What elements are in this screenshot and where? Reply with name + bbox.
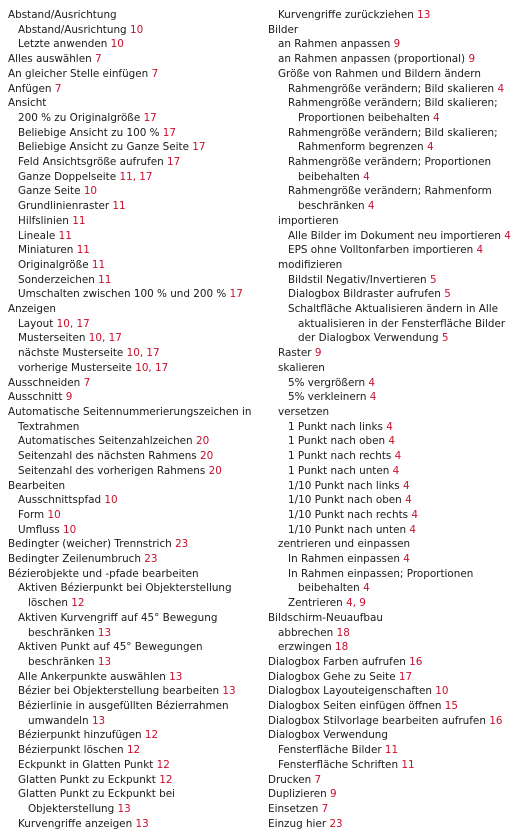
page-reference[interactable]: 4	[369, 391, 377, 404]
index-entry	[278, 449, 524, 464]
index-term: Beliebige Ansicht zu 100 %	[18, 126, 160, 139]
page-reference[interactable]: 13	[97, 655, 112, 668]
page-reference[interactable]: 16	[409, 655, 423, 668]
index-term: Hilfslinien	[18, 214, 69, 227]
page-reference[interactable]: 11	[91, 258, 106, 271]
page-reference[interactable]: 4	[368, 376, 375, 389]
index-entry	[18, 758, 263, 773]
index-entry	[18, 523, 263, 538]
index-entry	[18, 508, 263, 523]
page-reference[interactable]: 4	[411, 508, 418, 521]
index-term: Automatisches Seitenzahlzeichen	[18, 435, 193, 448]
page-reference[interactable]: 5	[429, 273, 437, 286]
index-entry	[268, 714, 524, 729]
index-entry	[18, 434, 263, 449]
page-reference[interactable]: 18	[334, 641, 349, 654]
page-reference[interactable]: 11	[401, 758, 415, 771]
index-term: Raster	[278, 347, 312, 360]
index-entry	[18, 787, 263, 816]
page-reference[interactable]: 13	[417, 9, 431, 21]
index-term: Ansicht	[8, 97, 47, 110]
page-reference[interactable]: 10	[104, 494, 118, 507]
index-entry	[278, 243, 524, 258]
page-reference[interactable]: 11	[72, 214, 86, 227]
index-column-left	[8, 8, 263, 831]
index-term: Größe von Rahmen und Bildern ändern	[278, 67, 481, 80]
page-reference[interactable]: 13	[117, 802, 131, 815]
index-term: 200 % zu Originalgröße	[18, 111, 141, 124]
index-entry	[278, 258, 524, 273]
index-entry	[268, 655, 524, 670]
index-entry	[18, 331, 263, 346]
page-reference[interactable]: 7	[321, 802, 329, 815]
index-term: Anfügen	[8, 82, 52, 95]
index-term: Glatten Punkt zu Eckpunkt	[18, 773, 156, 786]
index-entry	[8, 302, 263, 317]
page-reference[interactable]: 23	[329, 817, 343, 830]
index-entry	[18, 317, 263, 332]
page-reference[interactable]: 11, 17	[119, 170, 153, 183]
index-entry	[268, 802, 524, 817]
page-reference[interactable]: 10, 17	[135, 361, 169, 374]
index-entry	[278, 82, 524, 97]
index-term: Dialogbox Bildraster aufrufen	[288, 288, 441, 301]
index-term: An gleicher Stelle einfügen	[8, 67, 149, 80]
index-entry	[18, 361, 263, 376]
index-entry	[278, 8, 524, 23]
index-term: Ganze Doppelseite	[18, 170, 117, 183]
page-reference[interactable]: 13	[222, 685, 236, 698]
index-term: Dialogbox Gehe zu Seite	[268, 670, 396, 683]
index-term: Layout	[18, 317, 54, 330]
index-term: Fensterfläche Schriften	[278, 758, 399, 771]
index-term: Dialogbox Verwendung	[268, 729, 388, 742]
index-entry	[268, 699, 524, 714]
page-reference[interactable]: 23	[144, 553, 158, 566]
index-term: Ausschneiden	[8, 376, 81, 389]
page-reference[interactable]: 17	[398, 670, 413, 683]
page-reference[interactable]: 10	[129, 23, 144, 36]
index-term: an Rahmen anpassen	[278, 38, 391, 51]
index-term: 1 Punkt nach links	[288, 420, 383, 433]
page-reference[interactable]: 11	[98, 273, 112, 286]
index-entry	[278, 229, 524, 244]
index-term: Grundlinienraster	[18, 200, 110, 213]
index-term: Abstand/Ausrichtung	[18, 23, 127, 36]
index-term: Seitenzahl des vorherigen Rahmens	[18, 464, 206, 477]
page-reference[interactable]: 9	[65, 391, 73, 404]
index-entry	[278, 640, 524, 655]
page-reference[interactable]: 9	[330, 788, 337, 801]
index-term: Ganze Seite	[18, 185, 81, 198]
index-entry	[278, 493, 524, 508]
index-term: Ausschnittspfad	[18, 494, 102, 507]
page-reference[interactable]: 17	[167, 156, 181, 169]
index-entry	[278, 361, 524, 376]
page-reference[interactable]: 5	[441, 332, 449, 345]
index-entry	[268, 817, 524, 831]
index-term: Aktiven Punkt auf 45° Bewegungen beschränken	[18, 641, 203, 668]
page-reference[interactable]: 4	[432, 111, 440, 124]
index-entry	[268, 23, 524, 38]
index-entry	[278, 390, 524, 405]
index-entry	[18, 346, 263, 361]
index-entry	[278, 376, 524, 391]
index-term: 1/10 Punkt nach rechts	[288, 508, 409, 521]
page-reference[interactable]: 9	[468, 53, 476, 66]
index-entry	[18, 37, 263, 52]
page-reference[interactable]: 5	[444, 288, 451, 301]
index-entry	[18, 287, 263, 302]
index-entry	[278, 537, 524, 552]
index-term: erzwingen	[278, 641, 332, 654]
index-term: Umschalten zwischen 100 % und 200 %	[18, 288, 227, 301]
index-term: EPS ohne Volltonfarben importieren	[288, 244, 474, 257]
index-entry	[278, 758, 524, 773]
page-reference[interactable]: 7	[95, 53, 102, 66]
index-entry	[18, 611, 263, 640]
index-term: 5% verkleinern	[288, 391, 367, 404]
index-entry	[278, 743, 524, 758]
index-entry	[278, 523, 524, 538]
index-term: Aktiven Bézierpunkt bei Objekterstellung löschen	[18, 582, 232, 610]
index-term: Kurvengriffe anzeigen	[18, 817, 133, 830]
index-term: Bildstil Negativ/Invertieren	[288, 273, 427, 286]
index-term: Bearbeiten	[8, 479, 66, 492]
index-term: In Rahmen einpassen; Proportionen beibehalten	[288, 567, 474, 595]
page-reference[interactable]: 4	[363, 170, 370, 183]
index-entry	[278, 626, 524, 641]
index-term: 1/10 Punkt nach oben	[288, 494, 402, 507]
index-term: Originalgröße	[18, 258, 89, 271]
index-term: Bézier bei Objekterstellung bearbeiten	[18, 685, 220, 698]
index-entry	[278, 155, 524, 184]
index-entry	[18, 199, 263, 214]
index-term: versetzen	[278, 405, 330, 418]
index-entry	[278, 37, 524, 52]
index-entry	[278, 184, 524, 213]
index-entry	[278, 405, 524, 420]
page-reference[interactable]: 17	[229, 288, 243, 301]
index-term: Zentrieren	[288, 597, 343, 610]
index-term: Lineale	[18, 229, 56, 242]
index-entry	[278, 214, 524, 229]
page-reference[interactable]: 20	[195, 435, 210, 448]
page-reference[interactable]: 12	[144, 729, 159, 742]
index-term: Bézierpunkt hinzufügen	[18, 729, 142, 742]
page-reference[interactable]: 4	[388, 435, 395, 448]
index-term: Miniaturen	[18, 244, 74, 257]
page-reference[interactable]: 10, 17	[56, 317, 90, 330]
index-term: 1 Punkt nach rechts	[288, 450, 392, 463]
page-reference[interactable]: 10, 17	[88, 332, 122, 345]
page-reference[interactable]: 4	[497, 82, 505, 95]
index-entry	[278, 52, 524, 67]
page-reference[interactable]: 10	[47, 508, 61, 521]
index-entry	[18, 243, 263, 258]
index-entry	[278, 479, 524, 494]
page-reference[interactable]: 23	[175, 538, 189, 551]
page-reference[interactable]: 12	[159, 773, 173, 786]
index-entry	[18, 214, 263, 229]
index-entry	[278, 346, 524, 361]
index-entry	[268, 787, 524, 802]
index-entry	[268, 684, 524, 699]
page-reference[interactable]: 17	[162, 126, 177, 139]
index-term: Dialogbox Stilvorlage bearbeiten aufrufen	[268, 714, 486, 727]
index-term: Rahmengröße verändern; Proportionen beibehalten	[288, 156, 492, 183]
index-entry	[8, 390, 263, 405]
page-reference[interactable]: 4	[405, 494, 412, 507]
index-entry	[278, 96, 524, 125]
index-entry	[18, 581, 263, 610]
index-entry	[278, 67, 524, 82]
index-term: importieren	[278, 214, 339, 227]
index-term: Anzeigen	[8, 303, 57, 316]
index-entry	[18, 126, 263, 141]
index-entry	[268, 773, 524, 788]
index-entry	[18, 258, 263, 273]
index-entry	[18, 140, 263, 155]
index-entry	[278, 420, 524, 435]
index-term: Einsetzen	[268, 802, 319, 815]
page-reference[interactable]: 7	[151, 67, 159, 80]
page-reference[interactable]: 4	[363, 582, 370, 595]
index-entry	[268, 670, 524, 685]
index-term: Eckpunkt in Glatten Punkt	[18, 758, 154, 771]
index-term: Duplizieren	[268, 788, 327, 801]
index-term: Bilder	[268, 23, 299, 36]
index-term: 5% vergrößern	[288, 376, 366, 389]
page-reference[interactable]: 4	[402, 479, 410, 492]
page-reference[interactable]: 9	[393, 38, 401, 51]
index-term: Automatische Seitennummerierungszeichen in Textrahmen	[8, 405, 252, 433]
index-term: Bézierobjekte und -pfade bearbeiten	[8, 567, 199, 580]
index-entry	[8, 552, 263, 567]
index-term: nächste Musterseite	[18, 347, 124, 360]
index-term: modifizieren	[278, 258, 343, 271]
page-reference[interactable]: 20	[208, 464, 222, 477]
index-term: Abstand/Ausrichtung	[8, 9, 117, 21]
index-term: Drucken	[268, 773, 312, 786]
index-term: 1 Punkt nach oben	[288, 435, 386, 448]
index-entry	[18, 640, 263, 669]
index-term: Form	[18, 508, 45, 521]
index-term: Bildschirm-Neuaufbau	[268, 611, 383, 624]
index-entry	[268, 611, 524, 626]
index-term: Feld Ansichtsgröße aufrufen	[18, 156, 164, 169]
index-term: Rahmengröße verändern; Bild skalieren; Rahmenform begrenzen	[288, 126, 498, 154]
page-reference[interactable]: 4, 9	[346, 597, 366, 610]
page-reference[interactable]: 9	[314, 347, 322, 360]
index-term: 1 Punkt nach unten	[288, 464, 390, 477]
page-reference[interactable]: 10	[435, 685, 449, 698]
page-reference[interactable]: 11	[384, 744, 399, 757]
page-reference[interactable]: 4	[426, 141, 434, 154]
index-term: Bedingter (weicher) Trennstrich	[8, 538, 172, 551]
index-entry	[18, 743, 263, 758]
page-reference[interactable]: 4	[409, 523, 416, 536]
index-term: Dialogbox Farben aufrufen	[268, 655, 406, 668]
index-term: 1/10 Punkt nach unten	[288, 523, 407, 536]
page-reference[interactable]: 20	[200, 450, 214, 463]
index-entry	[8, 96, 263, 111]
index-entry	[18, 493, 263, 508]
index-entry	[18, 273, 263, 288]
index-entry	[18, 684, 263, 699]
index-entry	[8, 479, 263, 494]
index-entry	[8, 567, 263, 582]
index-entry	[18, 728, 263, 743]
page-reference[interactable]: 4	[476, 244, 484, 257]
index-entry	[18, 670, 263, 685]
index-term: Bézierpunkt löschen	[18, 744, 124, 757]
page-reference[interactable]: 12	[156, 758, 170, 771]
index-term: Alle Bilder im Dokument neu importieren	[288, 229, 501, 242]
page-reference[interactable]: 4	[394, 450, 402, 463]
index-entry	[18, 229, 263, 244]
page-reference[interactable]: 7	[54, 82, 62, 95]
page-reference[interactable]: 18	[336, 626, 350, 639]
index-entry	[18, 111, 263, 126]
index-entry	[278, 302, 524, 346]
page-reference[interactable]: 10	[110, 38, 124, 51]
page-reference[interactable]: 7	[83, 376, 91, 389]
page-reference[interactable]: 17	[192, 141, 206, 154]
index-term: Seitenzahl des nächsten Rahmens	[18, 450, 197, 463]
index-entry	[278, 596, 524, 611]
page-reference[interactable]: 13	[135, 817, 149, 830]
page-reference[interactable]: 10	[63, 523, 77, 536]
index-term: Fensterfläche Bilder	[278, 744, 382, 757]
index-term: Kurvengriffe zurückziehen	[278, 9, 414, 21]
page-reference[interactable]: 7	[314, 773, 322, 786]
index-entry	[18, 699, 263, 728]
page-reference[interactable]: 11	[76, 244, 90, 257]
index-entry	[278, 552, 524, 567]
page-reference[interactable]: 4	[504, 229, 511, 242]
index-column-right	[268, 8, 524, 831]
page-reference[interactable]: 12	[126, 744, 141, 757]
index-entry	[18, 449, 263, 464]
index-term: Bedingter Zeilenumbruch	[8, 553, 141, 566]
index-entry	[8, 537, 263, 552]
index-entry	[278, 434, 524, 449]
page-reference[interactable]: 13	[169, 670, 183, 683]
index-entry	[18, 773, 263, 788]
index-term: Ausschnitt	[8, 391, 63, 404]
index-term: Alles auswählen	[8, 53, 92, 66]
index-entry	[18, 817, 263, 831]
page-reference[interactable]: 10, 17	[126, 347, 160, 360]
index-entry	[268, 728, 524, 743]
index-entry	[8, 52, 263, 67]
index-term: In Rahmen einpassen	[288, 553, 400, 566]
index-term: an Rahmen anpassen (proportional)	[278, 53, 466, 66]
index-entry	[18, 23, 263, 38]
page-reference[interactable]: 13	[97, 626, 112, 639]
index-entry	[18, 170, 263, 185]
index-term: Glatten Punkt zu Eckpunkt bei Objekterstellung	[18, 788, 176, 815]
index-entry	[18, 464, 263, 479]
page-reference[interactable]: 12	[71, 597, 85, 610]
index-term: Einzug hier	[268, 817, 327, 830]
page-reference[interactable]: 4	[392, 464, 400, 477]
index-term: Sonderzeichen	[18, 273, 95, 286]
page-reference[interactable]: 15	[444, 700, 459, 713]
index-term: zentrieren und einpassen	[278, 538, 411, 551]
index-entry	[278, 464, 524, 479]
index-entry	[8, 82, 263, 97]
page-reference[interactable]: 11	[112, 200, 126, 213]
index-term: Bézierlinie in ausgefüllten Bézierrahmen umwandeln	[18, 700, 229, 727]
index-term: skalieren	[278, 361, 325, 374]
page-reference[interactable]: 16	[489, 714, 503, 727]
index-entry	[18, 155, 263, 170]
page-reference[interactable]: 11	[58, 229, 72, 242]
index-term: abbrechen	[278, 626, 334, 639]
index-term: Letzte anwenden	[18, 38, 108, 51]
page-reference[interactable]: 4	[386, 420, 393, 433]
index-term: Rahmengröße verändern; Rahmenform beschränken	[288, 185, 492, 213]
page-reference[interactable]: 10	[83, 185, 98, 198]
index-entry	[278, 567, 524, 596]
index-entry	[18, 184, 263, 199]
index-entry	[8, 67, 263, 82]
index-entry	[278, 508, 524, 523]
index-term: Dialogbox Layouteigenschaften	[268, 685, 432, 698]
index-term: Musterseiten	[18, 332, 86, 345]
index-term: Rahmengröße verändern; Bild skalieren; Proportionen beibehalten	[288, 97, 498, 124]
index-entry	[278, 273, 524, 288]
index-term: Alle Ankerpunkte auswählen	[18, 670, 166, 683]
index-entry	[8, 8, 263, 23]
page-reference[interactable]: 13	[91, 714, 106, 727]
index-term: Umfluss	[18, 523, 60, 536]
index-term: vorherige Musterseite	[18, 361, 132, 374]
index-term: Rahmengröße verändern; Bild skalieren	[288, 82, 495, 95]
page-reference[interactable]: 4	[367, 200, 375, 213]
index-entry	[278, 126, 524, 155]
index-term: 1/10 Punkt nach links	[288, 479, 400, 492]
index-entry	[8, 376, 263, 391]
index-term: Dialogbox Seiten einfügen öffnen	[268, 700, 442, 713]
index-term: Beliebige Ansicht zu Ganze Seite	[18, 141, 189, 154]
page-reference[interactable]: 17	[143, 111, 157, 124]
page-reference[interactable]: 4	[403, 553, 410, 566]
index-entry	[8, 405, 263, 434]
index-entry	[278, 287, 524, 302]
index-term: Schaltfläche Aktualisieren ändern in Alle aktualisieren in der Fensterfläche Bilder der Dialogbox Verwendung	[288, 303, 506, 345]
index-term: Aktiven Kurvengriff auf 45° Bewegung beschränken	[18, 611, 218, 639]
